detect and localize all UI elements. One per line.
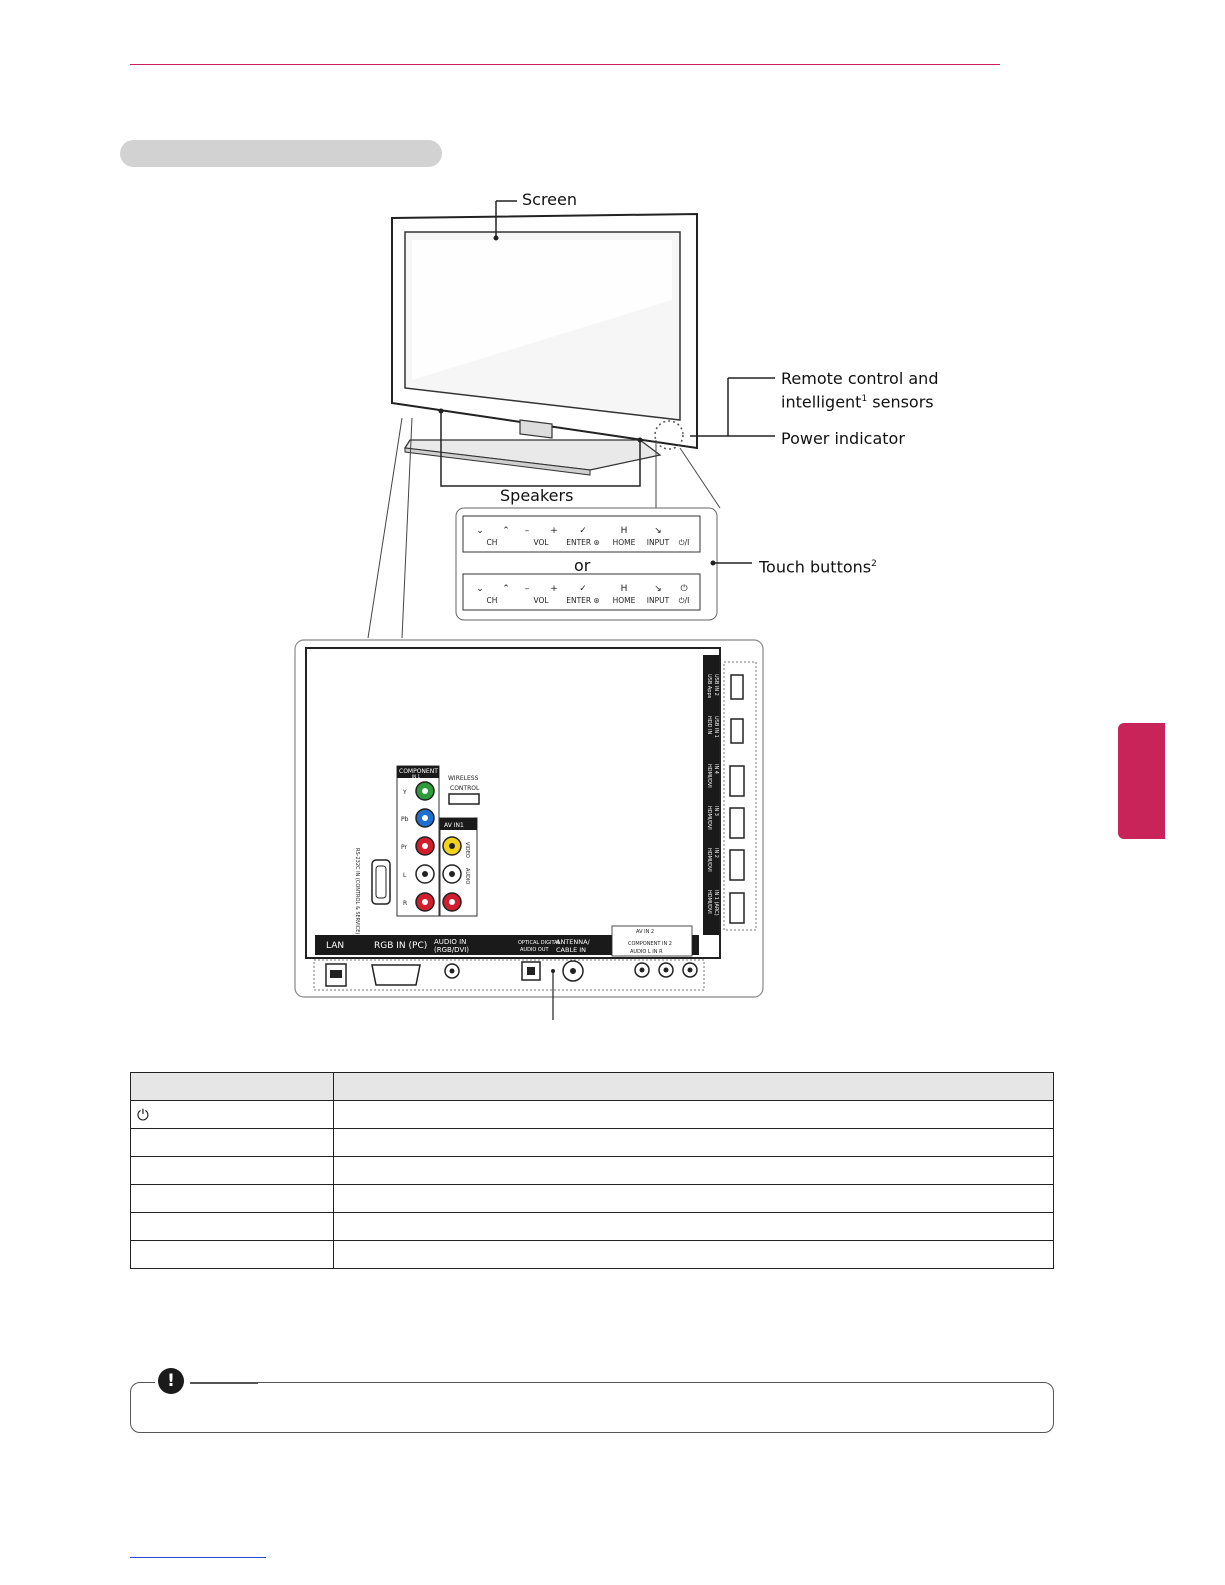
touch-button-label: VOL: [533, 596, 549, 605]
component-in2-label: COMPONENT IN 2: [628, 941, 672, 947]
side-port-sub-label: USB IN 1: [713, 716, 719, 738]
touch-button-label: HOME: [612, 596, 636, 605]
audio-in-sub-label: (RGB/DVI): [434, 946, 470, 954]
note-warning-icon: !: [158, 1368, 184, 1394]
table-row: [131, 1157, 1054, 1185]
table-cell: [131, 1213, 334, 1241]
table-row: [131, 1241, 1054, 1269]
optical-label: OPTICAL DIGITAL: [518, 940, 561, 946]
side-port-sub-label: IN 4: [713, 764, 719, 774]
callout-screen: Screen: [522, 190, 578, 209]
av-in1-label: AV IN1: [444, 822, 464, 829]
wireless-label: WIRELESS: [448, 775, 479, 782]
table-cell-power: [131, 1101, 334, 1129]
callout-power-indicator: Power indicator: [781, 429, 905, 448]
table-cell: [131, 1241, 334, 1269]
av-audio-label: AUDIO: [464, 868, 470, 885]
table-cell: [334, 1101, 1054, 1129]
buttons-table: [130, 1072, 1054, 1269]
component-title: COMPONENT: [399, 768, 438, 775]
av-video-label: VIDEO: [464, 842, 470, 858]
table-header-cell: [334, 1073, 1054, 1101]
touch-button-icon: H: [620, 584, 628, 594]
note-box: [130, 1382, 1054, 1433]
touch-button-label: ⏻/I: [678, 596, 690, 605]
optical-sub-label: AUDIO OUT: [520, 947, 549, 953]
touch-button-icon: ✓: [579, 526, 587, 536]
table-row: [131, 1213, 1054, 1241]
touch-button-label: CH: [486, 538, 498, 547]
pb-label: Pb: [401, 816, 409, 823]
wireless-sub-label: CONTROL: [450, 785, 480, 792]
touch-button-icon: ↘: [654, 526, 662, 536]
table-row: [131, 1185, 1054, 1213]
callout-remote-line2: [781, 389, 934, 412]
table-header-row: [131, 1073, 1054, 1101]
touch-button-icon: ⌃: [502, 584, 510, 594]
table-cell: [131, 1157, 334, 1185]
audio-in-label: AUDIO IN: [434, 938, 467, 946]
touch-button-label: ⏻/I: [678, 538, 690, 547]
touch-button-label: HOME: [612, 538, 636, 547]
touch-button-label: INPUT: [646, 596, 670, 605]
note-header-line: [190, 1382, 258, 1384]
touch-button-label: INPUT: [646, 538, 670, 547]
touch-or-label: or: [574, 556, 591, 575]
touch-button-icon: ✓: [579, 584, 587, 594]
table-cell: [131, 1129, 334, 1157]
pr-label: Pr: [401, 844, 407, 851]
touch-button-icon: ⌄: [476, 526, 484, 536]
footnote-1-marker: 1: [861, 394, 868, 404]
touch-button-icon: ↘: [654, 584, 662, 594]
callout-remote-line1: Remote control and: [781, 369, 939, 388]
table-row: [131, 1101, 1054, 1129]
touch-button-icon: –: [524, 526, 530, 536]
r-label: R: [403, 900, 408, 907]
antenna-label: ANTENNA/: [556, 938, 590, 946]
rs232-label: RS-232C IN (CONTROL & SERVICE): [354, 848, 360, 935]
table-cell: [131, 1185, 334, 1213]
table-cell: [334, 1129, 1054, 1157]
rgb-in-label: RGB IN (PC): [374, 941, 428, 951]
touch-button-icon: –: [524, 584, 530, 594]
footnote-2-marker: 2: [871, 559, 877, 569]
touch-button-icon: +: [550, 526, 558, 536]
side-port-label: HDMI/DVI: [706, 806, 712, 830]
av-in2-label: AV IN 2: [636, 929, 655, 935]
av-in2-labels: [612, 926, 692, 956]
side-port-label: USB Apps: [706, 674, 712, 699]
table-cell: [334, 1241, 1054, 1269]
component-title-sub: IN 1: [412, 774, 420, 779]
side-port-sub-label: IN 1 (ARC): [713, 890, 719, 916]
callout-speakers: Speakers: [500, 486, 574, 505]
audio-lr-label: AUDIO L IN R: [630, 949, 663, 955]
antenna-sub-label: CABLE IN: [556, 946, 587, 954]
touch-button-label: ENTER ⊛: [566, 538, 600, 547]
table-row: [131, 1129, 1054, 1157]
callout-remote-text: intelligent: [781, 392, 862, 412]
callout-touch-text: Touch buttons: [759, 557, 872, 577]
table-cell: [334, 1157, 1054, 1185]
side-port-label: HDMI/DVI: [706, 890, 712, 914]
footer-link-underline: [130, 1557, 266, 1558]
side-port-sub-label: IN 2: [713, 848, 719, 858]
y-label: Y: [403, 789, 407, 796]
power-icon: ⏻: [137, 1105, 149, 1124]
rear-connection-panel: [295, 640, 763, 1020]
table-cell: [334, 1213, 1054, 1241]
side-port-label: HDMI/DVI: [706, 764, 712, 788]
side-port-sub-label: IN 3: [713, 806, 719, 816]
touch-buttons-panel: [456, 508, 752, 620]
touch-button-icon: ⌃: [502, 526, 510, 536]
table-header-cell: [131, 1073, 334, 1101]
touch-button-icon: H: [620, 526, 628, 536]
touch-button-label: ENTER ⊛: [566, 596, 600, 605]
touch-button-icon: ⌄: [476, 584, 484, 594]
touch-button-label: CH: [486, 596, 498, 605]
lan-label: LAN: [326, 941, 345, 951]
touch-button-icon: +: [550, 584, 558, 594]
side-port-label: HDD IN: [706, 716, 712, 735]
side-port-sub-label: USB IN 2: [713, 674, 719, 696]
side-port-label: HDMI/DVI: [706, 848, 712, 872]
table-cell: [334, 1185, 1054, 1213]
touch-button-icon: ⏻: [680, 584, 688, 594]
touch-button-label: VOL: [533, 538, 549, 547]
callout-remote-text-2: sensors: [867, 392, 934, 412]
l-label: L: [403, 872, 407, 879]
callout-touch-buttons: [759, 554, 877, 577]
